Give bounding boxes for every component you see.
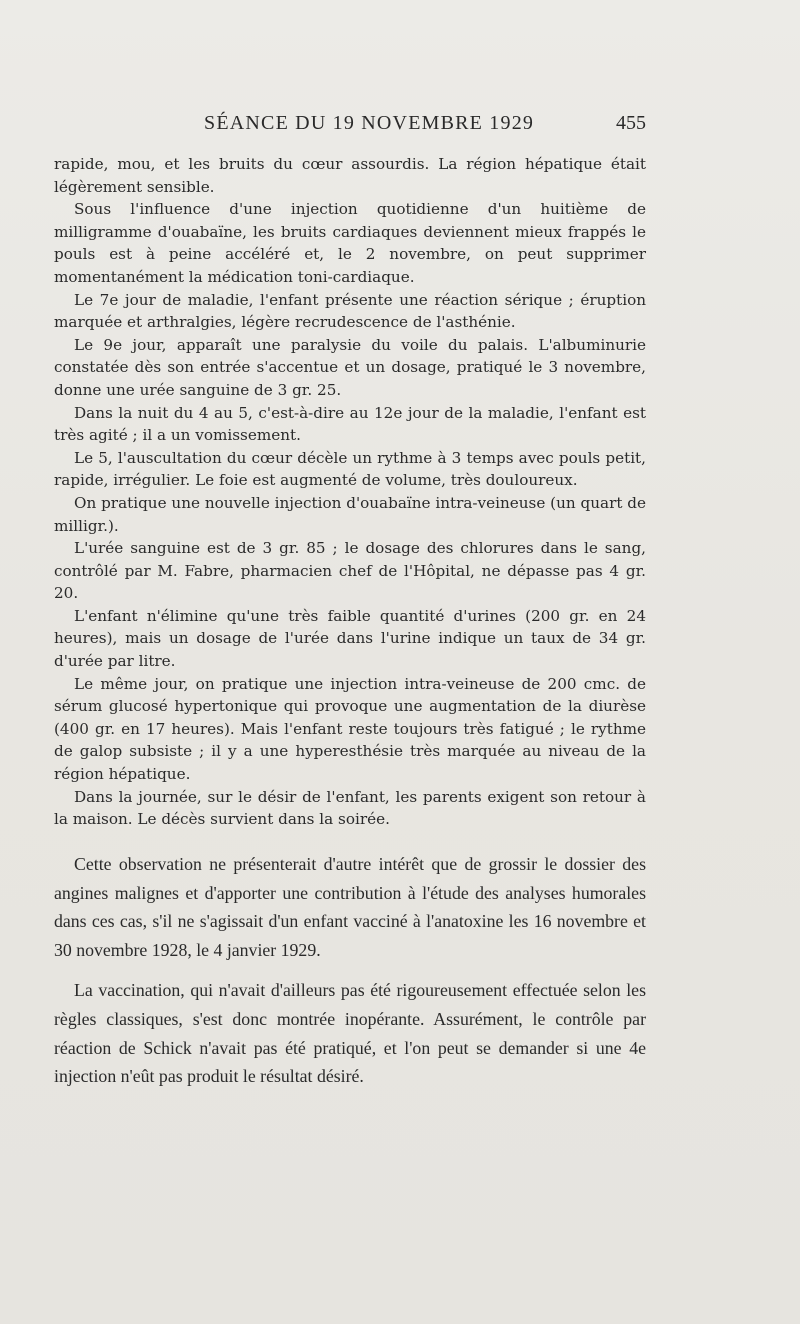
case-report-body — [54, 153, 646, 831]
paragraph-1: rapide, mou, et les bruits du cœur assourdis. La région hépatique était légèrement sensible. — [54, 155, 646, 196]
page-header — [54, 112, 646, 146]
paragraph-2: Sous l'influence d'une injection quotidienne d'un huitième de milligramme d'ouabaïne, les bruits cardiaques deviennent mieux frappés le pouls est à peine accéléré et, le 2 novembre, on peut supprimer momentanément la médication toni-cardiaque. — [54, 200, 646, 286]
paragraph-9: L'enfant n'élimine qu'une très faible quantité d'urines (200 gr. en 24 heures), mais un dosage de l'urée dans l'urine indique un taux de 34 gr. d'urée par litre. — [54, 606, 646, 671]
paragraph-4: Le 9e jour, apparaît une paralysie du voile du palais. L'albuminurie constatée dès son entrée s'accentue et un dosage, pratiqué le 3 novembre, donne une urée sanguine de 3 gr. 25. — [54, 335, 646, 399]
paragraph-3: Le 7e jour de maladie, l'enfant présente une réaction sérique ; éruption marquée et arthralgies, légère recrudescence de l'asthénie. — [54, 290, 646, 332]
paragraph-8: L'urée sanguine est de 3 gr. 85 ; le dosage des chlorures dans le sang, contrôlé par M. Fabre, pharmacien chef de l'Hôpital, ne dépasse pas 4 gr. 20. — [54, 539, 646, 603]
paragraph-5: Dans la nuit du 4 au 5, c'est-à-dire au 12e jour de la maladie, l'enfant est très agité ; il a un vomissement. — [54, 403, 646, 445]
discussion-paragraph-2: La vaccination, qui n'avait d'ailleurs pas été rigoureusement effectuée selon les règles classiques, s'est donc montrée inopérante. Assurément, le contrôle par réaction de Schick n'avait pas été pratiqué, et l'on peut se demander si une 4e injection n'eût pas produit le résultat désiré. — [54, 980, 646, 1087]
paragraph-10: Le même jour, on pratique une injection intra-veineuse de 200 cmc. de sérum glucosé hypertonique qui provoque une augmentation de la diurèse (400 gr. en 17 heures). Mais l'enfant reste toujours très fatigué ; le rythme de galop subsiste ; il y a une hyperesthésie très marquée au niveau de la région hépatique. — [54, 674, 646, 784]
paragraph-11: Dans la journée, sur le désir de l'enfant, les parents exigent son retour à la maison. Le décès survient dans la soirée. — [54, 787, 646, 829]
paragraph-7: On pratique une nouvelle injection d'ouabaïne intra-veineuse (un quart de milligr.). — [54, 493, 646, 535]
discussion-body — [54, 850, 646, 1103]
discussion-paragraph-1: Cette observation ne présenterait d'autre intérêt que de grossir le dossier des angines malignes et d'apporter une contribution à l'étude des analyses humorales dans ces cas, s'il ne s'agissait d'un enfant vacciné à l'anatoxine les 16 novembre et 30 novembre 1928, le 4 janvier 1929. — [54, 854, 646, 960]
page-number: 455 — [616, 112, 646, 134]
paragraph-6: Le 5, l'auscultation du cœur décèle un rythme à 3 temps avec pouls petit, rapide, irrégulier. Le foie est augmenté de volume, très douloureux. — [54, 448, 646, 490]
running-head: SÉANCE DU 19 NOVEMBRE 1929 — [204, 112, 535, 134]
